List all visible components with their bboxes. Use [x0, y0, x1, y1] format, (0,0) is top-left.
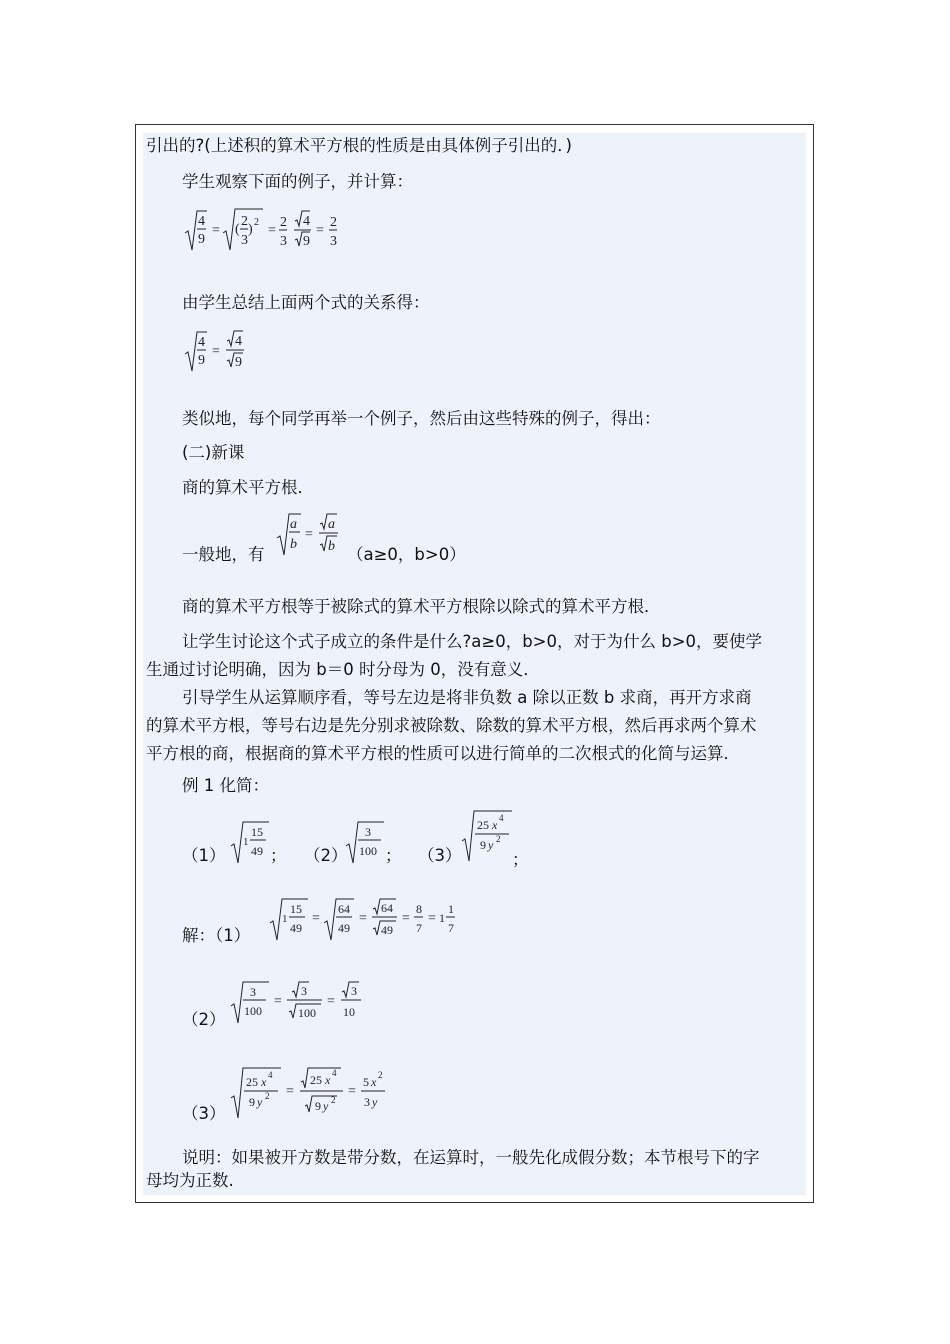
svg-text:4: 4	[499, 813, 504, 823]
paragraph-9-line-1: 让学生讨论这个式子成立的条件是什么?a≥0，b>0，对于为什么 b>0，要使学	[182, 632, 763, 651]
svg-text:a: a	[290, 517, 297, 532]
svg-text:=: =	[402, 911, 410, 926]
svg-text:y: y	[257, 1095, 263, 1109]
svg-text:x: x	[492, 818, 498, 832]
svg-text:100: 100	[298, 1006, 316, 1020]
svg-text:x: x	[261, 1075, 267, 1089]
svg-text:=: =	[359, 911, 367, 926]
svg-text:3: 3	[330, 234, 337, 249]
svg-text:=: =	[286, 1084, 294, 1099]
svg-text:=: =	[348, 1084, 356, 1099]
svg-text:=: =	[305, 527, 313, 542]
svg-text:49: 49	[251, 844, 263, 858]
svg-text:9: 9	[235, 355, 242, 370]
svg-text:9: 9	[303, 234, 310, 249]
solution-label-1: 解：（1）	[182, 926, 251, 945]
paragraph-10-line-2: 的算术平方根，等号右边是先分别求被除数、除数的算术平方根，然后再求两个算术	[146, 716, 757, 735]
svg-text:3: 3	[364, 1095, 370, 1109]
svg-text:3: 3	[351, 984, 357, 998]
solution-expression-1	[268, 895, 478, 945]
paragraph-10-line-3: 平方根的商，根据商的算术平方根的性质可以进行简单的二次根式的化简与运算．	[146, 744, 740, 763]
paragraph-12-line-1: 说明：如果被开方数是带分数，在运算时，一般先化成假分数；本节根号下的字	[182, 1148, 760, 1167]
paragraph-3: 由学生总结上面两个式的关系得：	[182, 293, 430, 312]
svg-text:x: x	[371, 1075, 377, 1089]
svg-text:b: b	[290, 537, 297, 552]
svg-text:25: 25	[310, 1073, 322, 1087]
solution-expression-2	[229, 978, 379, 1028]
svg-text:5: 5	[363, 1075, 369, 1089]
svg-text:7: 7	[448, 921, 454, 935]
svg-text:1: 1	[448, 902, 454, 916]
paragraph-10-line-1: 引导学生从运算顺序看，等号左边是将非负数 a 除以正数 b 求商，再开方求商	[182, 688, 752, 707]
svg-text:): )	[248, 222, 253, 237]
svg-text:64: 64	[381, 901, 393, 915]
svg-text:2: 2	[241, 214, 248, 229]
example-separator-3: ；	[512, 850, 529, 869]
svg-text:1: 1	[282, 913, 288, 925]
svg-text:=: =	[312, 911, 320, 926]
svg-text:49: 49	[381, 923, 393, 937]
svg-text:9: 9	[198, 232, 205, 247]
example-label-3: （3）	[418, 846, 462, 865]
paragraph-2: 学生观察下面的例子，并计算：	[182, 172, 413, 191]
solution-label-2: （2）	[182, 1010, 226, 1029]
example-expression-3	[460, 805, 520, 865]
svg-text:3: 3	[241, 233, 248, 248]
svg-text:=: =	[268, 223, 276, 238]
svg-text:10: 10	[343, 1005, 355, 1019]
svg-text:9: 9	[480, 838, 486, 852]
paragraph-6: 商的算术平方根．	[182, 478, 314, 497]
svg-text:2: 2	[331, 1095, 336, 1105]
formula-example-1	[183, 205, 363, 255]
svg-text:64: 64	[338, 902, 350, 916]
formula-quotient-rule	[275, 510, 355, 560]
paragraph-9-line-2: 生通过讨论明确，因为 b＝0 时分母为 0，没有意义．	[146, 660, 540, 679]
svg-text:=: =	[327, 994, 335, 1009]
svg-text:1: 1	[243, 836, 249, 848]
example-separator-2: ；	[385, 846, 402, 865]
svg-text:y: y	[323, 1099, 329, 1113]
svg-text:b: b	[328, 539, 335, 554]
svg-text:25: 25	[246, 1075, 258, 1089]
svg-text:8: 8	[416, 902, 422, 916]
svg-text:4: 4	[332, 1068, 337, 1078]
paragraph-5-section-title: (二)新课	[182, 443, 245, 462]
solution-label-3: （3）	[182, 1104, 226, 1123]
svg-text:y: y	[488, 838, 494, 852]
svg-text:(: (	[235, 222, 240, 237]
svg-text:=: =	[428, 911, 436, 926]
svg-text:15: 15	[290, 902, 302, 916]
svg-text:4: 4	[198, 214, 205, 229]
svg-text:100: 100	[359, 844, 377, 858]
paragraph-4: 类似地，每个同学再举一个例子，然后由这些特殊的例子，得出：	[182, 409, 661, 428]
svg-text:a: a	[328, 517, 335, 532]
formula-example-2	[183, 326, 263, 376]
svg-text:1: 1	[439, 911, 445, 925]
svg-text:2: 2	[330, 215, 337, 230]
svg-text:2: 2	[496, 834, 501, 844]
paragraph-1: 引出的?(上述积的算术平方根的性质是由具体例子引出的．)	[146, 136, 572, 155]
example-separator-1: ；	[270, 846, 287, 865]
example-label-2: （2）	[304, 846, 348, 865]
svg-text:49: 49	[290, 921, 302, 935]
svg-text:x: x	[325, 1073, 331, 1087]
paragraph-12-line-2: 母均为正数.	[146, 1171, 234, 1190]
svg-text:2: 2	[265, 1091, 270, 1101]
svg-text:4: 4	[268, 1070, 273, 1080]
svg-text:=: =	[212, 344, 220, 359]
svg-text:=: =	[212, 223, 220, 238]
svg-text:=: =	[274, 994, 282, 1009]
svg-text:100: 100	[244, 1004, 262, 1018]
svg-text:9: 9	[315, 1099, 321, 1113]
svg-text:49: 49	[338, 921, 350, 935]
svg-text:4: 4	[198, 335, 205, 350]
example-expression-1	[229, 818, 275, 868]
svg-text:3: 3	[365, 825, 371, 839]
svg-text:2: 2	[254, 217, 259, 228]
example-expression-2	[344, 818, 390, 868]
svg-text:3: 3	[301, 984, 307, 998]
svg-text:2: 2	[280, 215, 287, 230]
paragraph-11-example-title: 例 1 化简：	[182, 776, 269, 795]
svg-text:4: 4	[303, 214, 310, 229]
svg-text:7: 7	[416, 921, 422, 935]
svg-text:3: 3	[280, 234, 287, 249]
svg-text:9: 9	[249, 1095, 255, 1109]
paragraph-7-condition: （a≥0，b>0）	[347, 545, 466, 564]
svg-text:2: 2	[378, 1070, 383, 1080]
svg-text:4: 4	[235, 334, 242, 349]
paragraph-8: 商的算术平方根等于被除式的算术平方根除以除式的算术平方根．	[182, 597, 661, 616]
svg-text:y: y	[372, 1095, 378, 1109]
svg-text:15: 15	[251, 825, 263, 839]
example-label-1: （1）	[182, 846, 226, 865]
svg-text:9: 9	[198, 353, 205, 368]
svg-text:3: 3	[250, 985, 256, 999]
svg-text:=: =	[316, 223, 324, 238]
solution-expression-3	[229, 1062, 399, 1122]
paragraph-7-prefix: 一般地，有	[182, 545, 265, 564]
svg-text:25: 25	[477, 818, 489, 832]
